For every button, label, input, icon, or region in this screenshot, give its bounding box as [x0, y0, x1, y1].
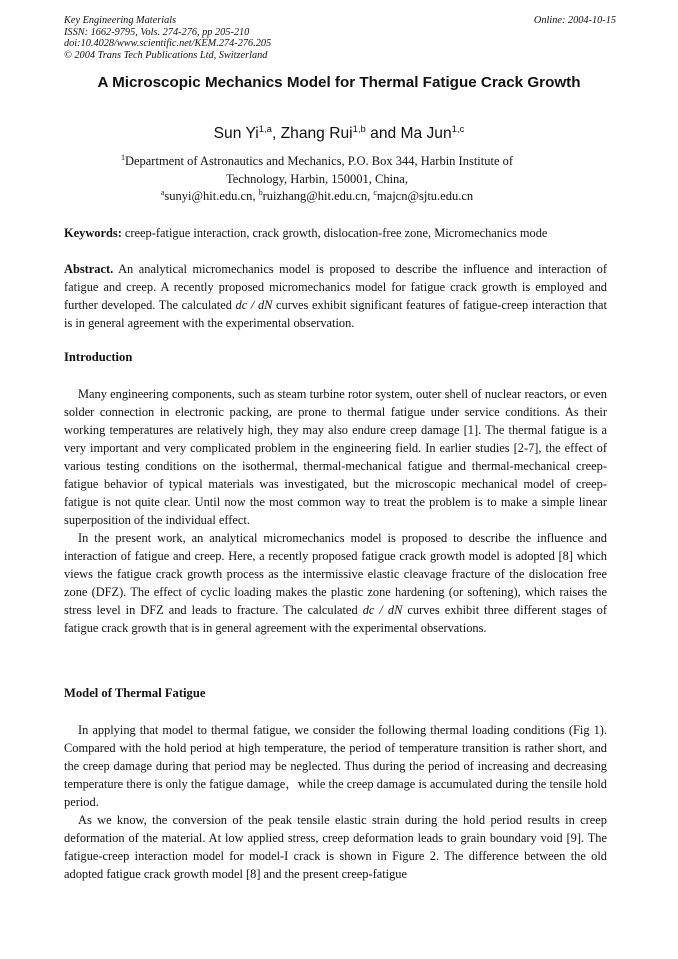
- abstract: Abstract. An analytical micromechanics model is proposed to describe the influence and interaction of fatigue and creep. A recently proposed micromechanics model for fatigue crack growth is employed and further developed. The calculated dc / dN curves exhibit significant features of fatigue-creep interaction that is in general agreement with the experimental observation.: [64, 262, 607, 330]
- paragraph: In the present work, an analytical micromechanics model is proposed to describe the influence and interaction of fatigue and creep. Here, a recently proposed fatigue crack growth model is adopted [8] which views the fatigue crack growth process as the intermissive elastic cleavage fracture of the dislocation free zone (DFZ). The effect of cyclic loading makes the plastic zone hardening (or softening), which raises the stress level in DFZ and leads to fracture. The calculated dc / dN curves exhibit three different stages of fatigue crack growth that is in general agreement with the experimental observations.: [64, 531, 607, 635]
- doi-line: doi:10.4028/www.scientific.net/KEM.274-276.205: [64, 38, 272, 50]
- introduction-body: [64, 385, 607, 637]
- author-separator: ,: [271, 125, 281, 142]
- keywords-label: Keywords:: [64, 226, 122, 240]
- paragraph: In applying that model to thermal fatigue, we consider the following thermal loading conditions (Fig 1). Compared with the hold period at high temperature, the period of temperature transition is rather short, and the creep damage during that period may be neglected. Thus during the period of increasing and decreasing temperature there is only the fatigue damage，while the creep damage is accumulated during the tensile hold period.: [64, 723, 607, 809]
- journal-header: [64, 15, 616, 61]
- email-superscript: c: [373, 188, 377, 197]
- copyright-line: © 2004 Trans Tech Publications Ltd, Switzerland: [64, 49, 268, 61]
- paragraph: As we know, the conversion of the peak tensile elastic strain during the hold period results in creep deformation of the material. At low applied stress, creep deformation leads to grain boundary void [9]. The fatigue-creep interaction model for model-I crack is shown in Figure 2. The difference between the old adopted fatigue crack growth model [8] and the present creep-fatigue: [64, 813, 607, 881]
- email-superscript: a: [160, 188, 165, 197]
- section-heading-model: Model of Thermal Fatigue: [64, 686, 206, 700]
- abstract-label: Abstract.: [64, 262, 114, 276]
- affiliation-superscript: 1: [120, 153, 125, 162]
- paper-title: A Microscopic Mechanics Model for Thermal Fatigue Crack Growth: [97, 74, 581, 91]
- author-superscript: 1,a: [258, 124, 272, 135]
- author-name: Sun Yi: [213, 125, 259, 142]
- author-name: Zhang Rui: [280, 125, 353, 142]
- paragraph: Many engineering components, such as steam turbine rotor system, outer shell of nuclear reactors, or even solder connection in electronic packing, are prone to thermal fatigue under service conditions. As their working temperatures are relatively high, they may also endure creep damage [1]. The thermal fatigue is a very important and very complicated problem in the engineering field. In earlier studies [2-7], the effect of various testing conditions on the isothermal, thermal-mechanical fatigue and thermal-mechanical creep-fatigue behavior of typical materials was investigated, but the microscopic mechanical model of creep-fatigue is not quite clear. Until now the most common way to treat the problem is to make a simple linear superposition of the individual effect.: [64, 387, 607, 527]
- author-separator: and: [365, 125, 401, 142]
- author-name: Ma Jun: [400, 125, 452, 142]
- model-body: [64, 721, 607, 883]
- math-dc-dn: dc / dN: [362, 603, 403, 617]
- email-address: ruizhang@hit.edu.cn,: [262, 189, 374, 203]
- affiliation-line-1: $^1$Department of Astronautics and Mechanics, P.O. Box 344, Harbin Institute of: [120, 153, 514, 168]
- issn-line: ISSN: 1662-9795, Vols. 274-276, pp 205-210: [64, 26, 250, 38]
- section-heading-introduction: Introduction: [64, 350, 133, 364]
- journal-name: Key Engineering Materials: [64, 15, 177, 26]
- email-superscript: b: [258, 188, 263, 197]
- email-line: [80, 188, 554, 206]
- online-date: Online: 2004-10-15: [533, 15, 616, 26]
- author-superscript: 1,b: [352, 124, 366, 135]
- affiliation: [80, 153, 554, 206]
- keywords: [64, 224, 607, 242]
- email-address: sunyi@hit.edu.cn,: [164, 189, 259, 203]
- email-address: majcn@sjtu.edu.cn: [376, 189, 474, 203]
- author-list: [0, 125, 678, 143]
- author-superscript: 1,c: [451, 124, 465, 135]
- keywords-text: creep-fatigue interaction, crack growth, dislocation-free zone, Micromechanics mode: [121, 226, 548, 240]
- math-dc-dn: dc / dN: [235, 298, 273, 312]
- affiliation-line-2: Technology, Harbin, 150001, China,: [226, 171, 408, 186]
